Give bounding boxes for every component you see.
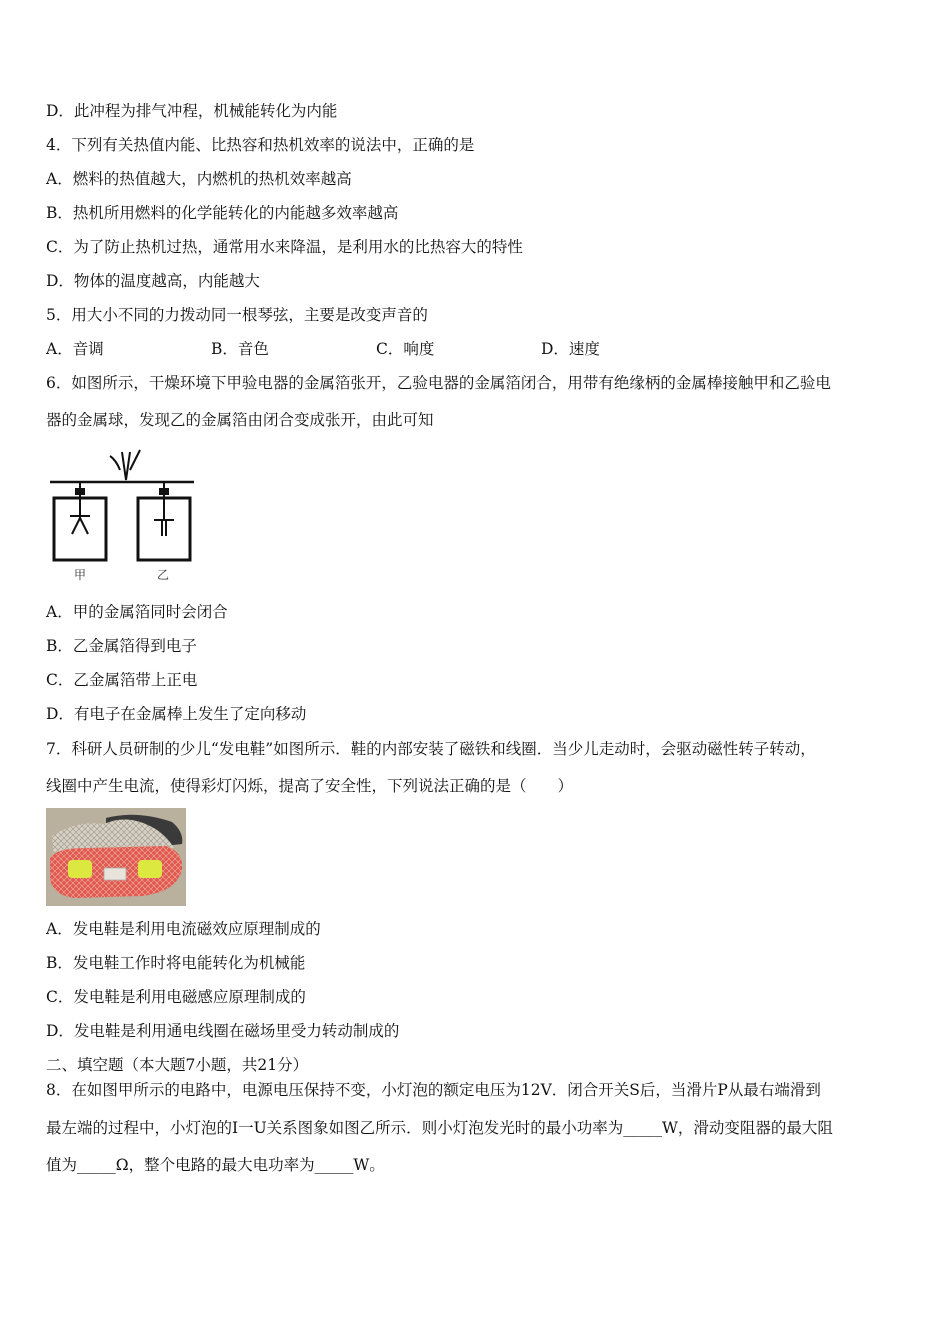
q6-option-a: A．甲的金属箔同时会闭合 [46,603,228,621]
q7-stem-line2: 线圈中产生电流，使得彩灯闪烁，提高了安全性，下列说法正确的是（ ） [46,777,574,795]
q5-options [46,338,600,360]
q7-option-b: B．发电鞋工作时将电能转化为机械能 [46,954,306,972]
q5-option-b: B．音色 [211,340,269,358]
electroscope-figure [46,442,206,588]
label-yi: 乙 [157,568,170,582]
q8-stem-line2: 最左端的过程中，小灯泡的I一U关系图象如图乙所示．则小灯泡发光时的最小功率为_____W，滑动变阻器的最大阻 [46,1119,833,1137]
q4-option-a: A．燃料的热值越大，内燃机的热机效率越高 [46,170,352,188]
q6-option-c: C．乙金属箔带上正电 [46,671,198,689]
q5-stem: 5．用大小不同的力拨动同一根琴弦，主要是改变声音的 [46,306,428,324]
q7-option-a: A．发电鞋是利用电流磁效应原理制成的 [46,920,321,938]
power-shoe-photo [46,808,186,906]
q7-stem-line1: 7．科研人员研制的少儿“发电鞋”如图所示．鞋的内部安装了磁铁和线圈．当少儿走动时，会驱动磁性转子转动， [46,740,816,758]
q5-option-a: A．音调 [46,340,104,358]
q7-option-d: D．发电鞋是利用通电线圈在磁场里受力转动制成的 [46,1022,400,1040]
q3-option-d: D．此冲程为排气冲程，机械能转化为内能 [46,102,338,120]
q7-option-c: C．发电鞋是利用电磁感应原理制成的 [46,988,306,1006]
q6-option-b: B．乙金属箔得到电子 [46,637,197,655]
q8-stem-line1: 8．在如图甲所示的电路中，电源电压保持不变，小灯泡的额定电压为12V．闭合开关S后，当滑片P从最右端滑到 [46,1081,821,1099]
electroscope-drawing [46,442,206,588]
q4-option-c: C．为了防止热机过热，通常用水来降温，是利用水的比热容大的特性 [46,238,523,256]
q5-option-d: D．速度 [541,340,600,358]
q6-option-d: D．有电子在金属棒上发生了定向移动 [46,705,307,723]
q5-option-c: C．响度 [376,340,435,358]
q4-option-b: B．热机所用燃料的化学能转化的内能越多效率越高 [46,204,399,222]
q6-stem-line1: 6．如图所示，干燥环境下甲验电器的金属箔张开，乙验电器的金属箔闭合，用带有绝缘柄的金属棒接触甲和乙验电 [46,374,831,392]
q4-stem: 4．下列有关热值内能、比热容和热机效率的说法中，正确的是 [46,136,475,154]
q8-stem-line3: 值为_____Ω，整个电路的最大电功率为_____W。 [46,1156,385,1174]
q6-stem-line2: 器的金属球，发现乙的金属箔由闭合变成张开，由此可知 [46,411,434,429]
shoe-drawing [46,808,186,906]
q4-option-d: D．物体的温度越高，内能越大 [46,272,260,290]
label-jia: 甲 [74,568,87,582]
section-2-heading: 二、填空题（本大题7小题，共21分） [46,1056,309,1074]
